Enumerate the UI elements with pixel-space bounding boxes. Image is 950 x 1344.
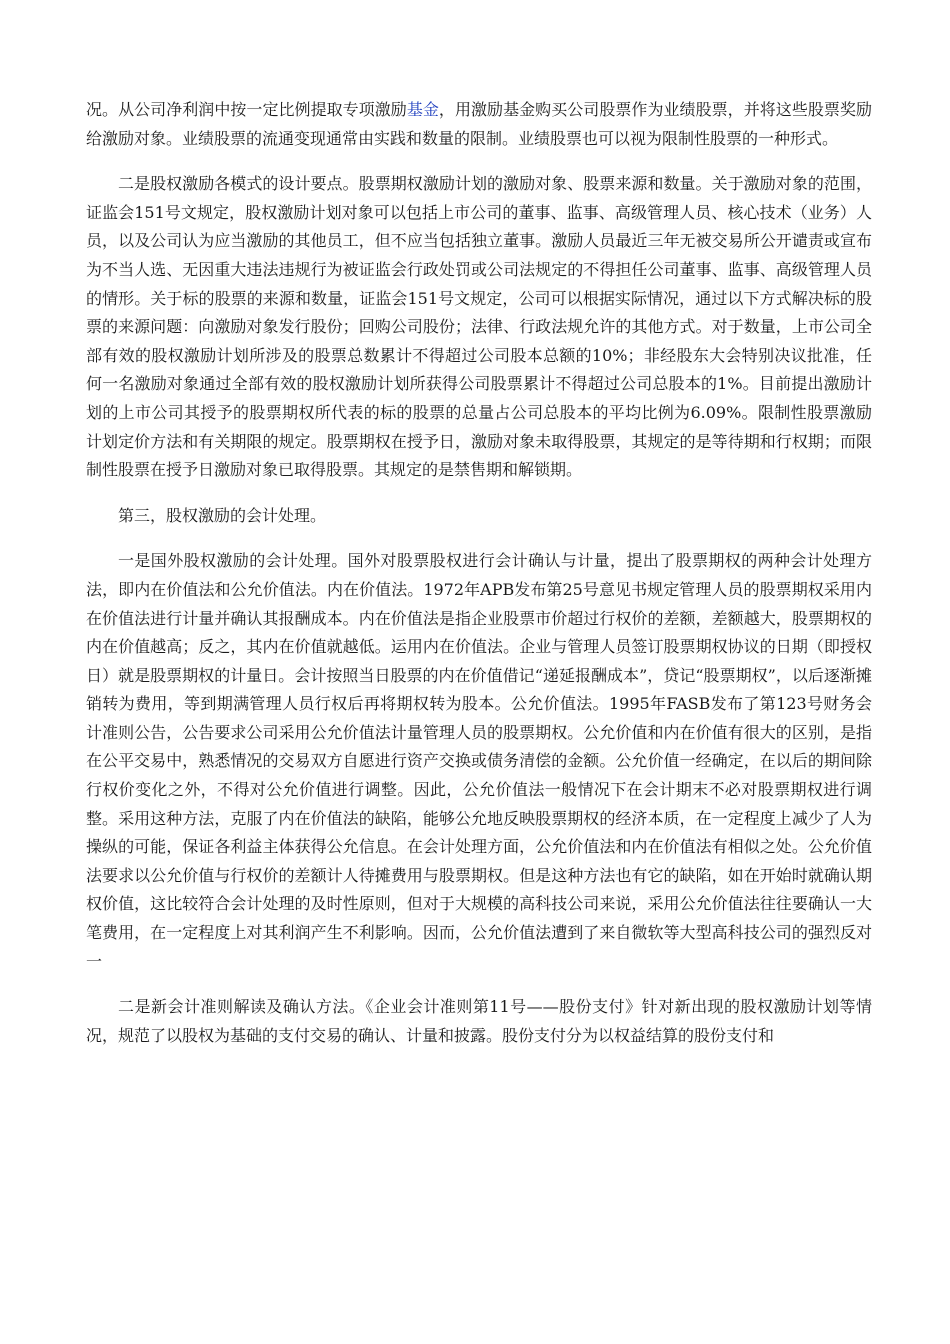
fund-link[interactable]: 基金 bbox=[406, 100, 439, 119]
paragraph-1 bbox=[86, 96, 872, 153]
paragraph-2: 二是股权激励各模式的设计要点。股票期权激励计划的激励对象、股票来源和数量。关于激励对象的范围，证监会151号文规定，股权激励计划对象可以包括上市公司的董事、监事、高级管理人员、核心技术（业务）人员，以及公司认为应当激励的其他员工，但不应当包括独立董事。激励人员最近三年无被交易所公开谴责或宣布为不当人选、无因重大违法违规行为被证监会行政处罚或公司法规定的不得担任公司董事、监事、高级管理人员的情形。关于标的股票的来源和数量，证监会151号文规定，公司可以根据实际情况，通过以下方式解决标的股票的来源问题：向激励对象发行股份；回购公司股份；法律、行政法规允许的其他方式。对于数量，上市公司全部有效的股权激励计划所涉及的股票总数累计不得超过公司股本总额的10%；非经股东大会特别决议批准，任何一名激励对象通过全部有效的股权激励计划所获得公司股票累计不得超过公司总股本的1%。目前提出激励计划的上市公司其授予的股票期权所代表的标的股票的总量占公司总股本的平均比例为6.09%。限制性股票激励计划定价方法和有关期限的规定。股票期权在授予日，激励对象未取得股票，其规定的是等待期和行权期；而限制性股票在授予日激励对象已取得股票。其规定的是禁售期和解锁期。 bbox=[86, 174, 872, 480]
paragraph-3: 第三，股权激励的会计处理。 bbox=[118, 505, 327, 525]
document-body bbox=[86, 96, 872, 1067]
paragraph-1-text-end: ，用激励基金购买公司股票作为业绩股票，并将这些股票奖励给激励对象。业绩股票的流通变现通常由实践和数量的限制。业绩股票也可以视为限制性股票的一种形式。 bbox=[86, 100, 872, 148]
paragraph-5: 二是新会计准则解读及确认方法。《企业会计准则第11号——股份支付》针对新出现的股权激励计划等情况，规范了以股权为基础的支付交易的确认、计量和披露。股份支付分为以权益结算的股份支付和 bbox=[86, 997, 872, 1045]
paragraph-1-text-start: 况。从公司净利润中按一定比例提取专项激励 bbox=[86, 100, 407, 119]
paragraph-4: 一是国外股权激励的会计处理。国外对股票股权进行会计确认与计量，提出了股票期权的两种会计处理方法，即内在价值法和公允价值法。内在价值法。1972年APB发布第25号意见书规定管理人员的股票期权采用内在价值法进行计量并确认其报酬成本。内在价值法是指企业股票市价超过行权价的差额，差额越大，股票期权的内在价值越高；反之，其内在价值就越低。运用内在价值法。企业与管理人员签订股票期权协议的日期（即授权日）就是股票期权的计量日。会计按照当日股票的内在价值借记“递延报酬成本”，贷记“股票期权”，以后逐渐摊销转为费用，等到期满管理人员行权后再将期权转为股本。公允价值法。1995年FASB发布了第123号财务会计准则公告，公告要求公司采用公允价值法计量管理人员的股票期权。公允价值和内在价值有很大的区别，是指在公平交易中，熟悉情况的交易双方自愿进行资产交换或债务清偿的金额。公允价值一经确定，在以后的期间除行权价变化之外，不得对公允价值进行调整。因此，公允价值法一般情况下在会计期末不必对股票期权进行调整。采用这种方法，克服了内在价值法的缺陷，能够公允地反映股票期权的经济本质，在一定程度上减少了人为操纵的可能，保证各利益主体获得公允信息。在会计处理方面，公允价值法和内在价值法有相似之处。公允价值法要求以公允价值与行权价的差额计人待摊费用与股票期权。但是这种方法也有它的缺陷，如在开始时就确认期权价值，这比较符合会计处理的及时性原则，但对于大规模的高科技公司来说，采用公允价值法往往要确认一大笔费用，在一定程度上对其利润产生不利影响。因而，公允价值法遭到了来自微软等大型高科技公司的强烈反对一 bbox=[86, 551, 872, 971]
